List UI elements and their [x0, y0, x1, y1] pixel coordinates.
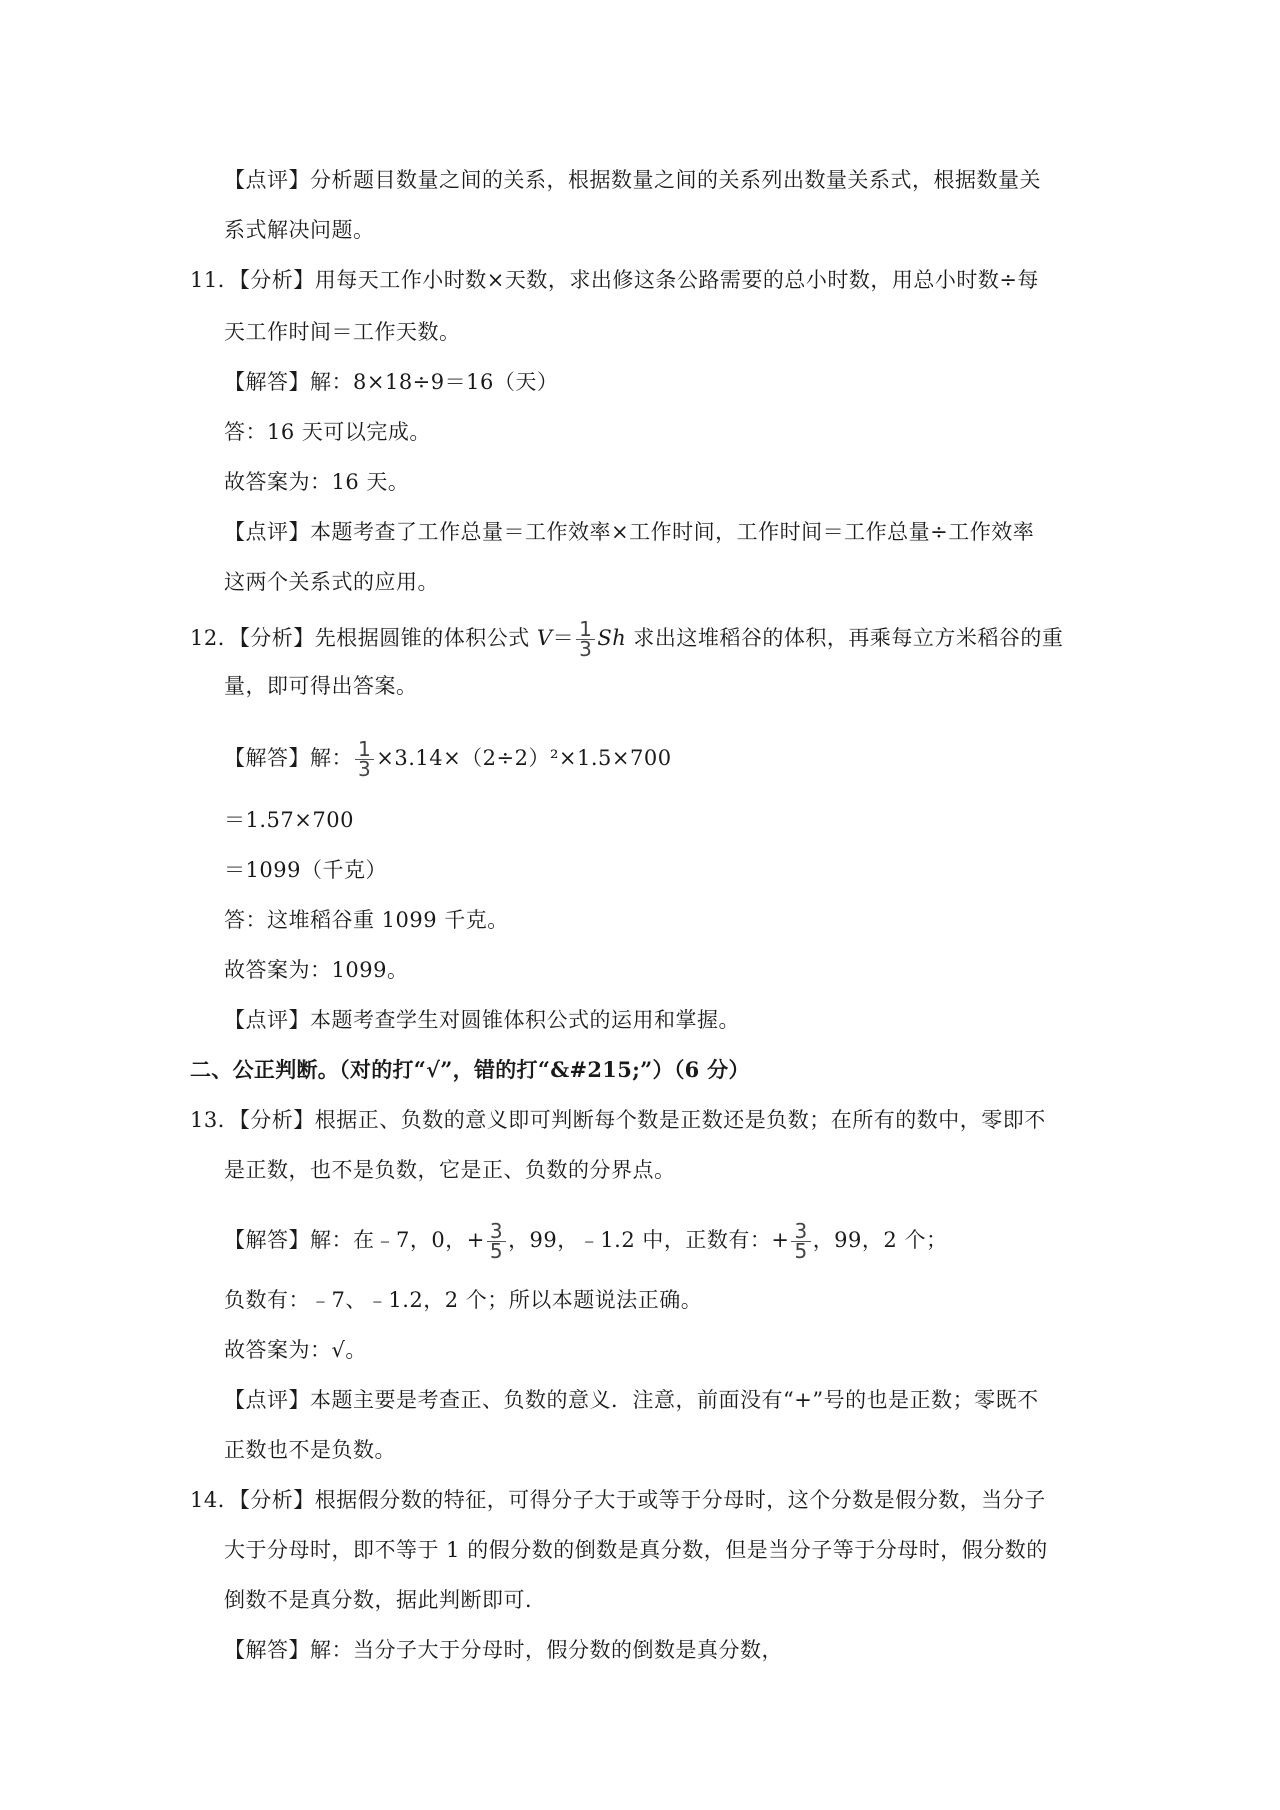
- text-line: 这两个关系式的应用。: [224, 570, 439, 594]
- text-line: 【解答】解：8×18÷9＝16（天）: [224, 370, 559, 394]
- text-line: ＝1.57×700: [224, 808, 354, 832]
- text-line: 故答案为：√。: [224, 1338, 367, 1362]
- text-line: 故答案为：1099。: [224, 958, 409, 982]
- text-segment: ，99，﹣1.2 中，正数有：+: [508, 1228, 790, 1252]
- text-segment: ＝: [552, 626, 575, 650]
- fraction-three-fifths: [487, 1219, 506, 1263]
- text-line: 答：这堆稻谷重 1099 千克。: [224, 908, 509, 932]
- text-line: ＝1099（千克）: [224, 858, 387, 882]
- text-line: 天工作时间＝工作天数。: [224, 320, 461, 344]
- fraction-one-third: [355, 737, 374, 781]
- fraction-denominator: 5: [489, 1239, 504, 1263]
- formula-variable: Sh: [597, 626, 627, 650]
- answer-line: [224, 737, 672, 781]
- fraction-denominator: 3: [358, 757, 372, 781]
- fraction-numerator: 1: [355, 740, 374, 760]
- text-segment: ×3.14×（2÷2）²×1.5×700: [376, 746, 672, 770]
- text-segment: 【解答】解：: [224, 746, 353, 770]
- text-line: 大于分母时，即不等于 1 的假分数的倒数是真分数，但是当分子等于分母时，假分数的: [224, 1538, 1048, 1562]
- text-line: 故答案为：16 天。: [224, 470, 410, 494]
- question-11-analysis: 11．【分析】用每天工作小时数×天数，求出修这条公路需要的总小时数，用总小时数÷每: [190, 268, 1039, 292]
- text-line: 系式解决问题。: [224, 218, 375, 242]
- formula-variable: V: [536, 626, 553, 650]
- text-line: 是正数，也不是负数，它是正、负数的分界点。: [224, 1158, 676, 1182]
- text-segment: 【解答】解：在﹣7，0，+: [224, 1228, 485, 1252]
- text-line: 【点评】本题主要是考查正、负数的意义．注意，前面没有“+”号的也是正数；零既不: [224, 1388, 1039, 1412]
- fraction-numerator: 3: [487, 1222, 506, 1242]
- question-12-analysis: [190, 617, 1064, 661]
- fraction-three-fifths: [791, 1219, 810, 1263]
- question-13-analysis: 13．【分析】根据正、负数的意义即可判断每个数是正数还是负数；在所有的数中，零即不: [190, 1108, 1046, 1132]
- text-line: 正数也不是负数。: [224, 1438, 396, 1462]
- text-line: 答：16 天可以完成。: [224, 420, 431, 444]
- fraction-denominator: 5: [794, 1239, 808, 1263]
- question-14-analysis: 14．【分析】根据假分数的特征，可得分子大于或等于分母时，这个分数是假分数，当分子: [190, 1488, 1046, 1512]
- answer-line: [224, 1219, 948, 1263]
- fraction-denominator: 3: [579, 637, 593, 661]
- fraction-numerator: 1: [576, 620, 595, 640]
- text-line: 负数有：﹣7、﹣1.2，2 个；所以本题说法正确。: [224, 1288, 703, 1312]
- text-line: 【点评】本题考查学生对圆锥体积公式的运用和掌握。: [224, 1008, 740, 1032]
- text-segment: 求出这堆稻谷的体积，再乘每立方米稻谷的重: [626, 626, 1064, 650]
- section-heading: 二、公正判断。（对的打“√”，错的打“&#215;”）（6 分）: [190, 1057, 750, 1082]
- text-line: 【解答】解：当分子大于分母时，假分数的倒数是真分数，: [224, 1638, 783, 1662]
- text-line: 【点评】本题考查了工作总量＝工作效率×工作时间，工作时间＝工作总量÷工作效率: [224, 520, 1035, 544]
- text-segment: 12．【分析】先根据圆锥的体积公式: [190, 626, 537, 650]
- text-segment: ，99，2 个；: [812, 1228, 948, 1252]
- text-line: 倒数不是真分数，据此判断即可．: [224, 1588, 547, 1612]
- fraction-numerator: 3: [791, 1222, 810, 1242]
- text-line: 【点评】分析题目数量之间的关系，根据数量之间的关系列出数量关系式，根据数量关: [224, 168, 1041, 192]
- text-line: 量，即可得出答案。: [224, 674, 418, 698]
- fraction-one-third: [576, 617, 595, 661]
